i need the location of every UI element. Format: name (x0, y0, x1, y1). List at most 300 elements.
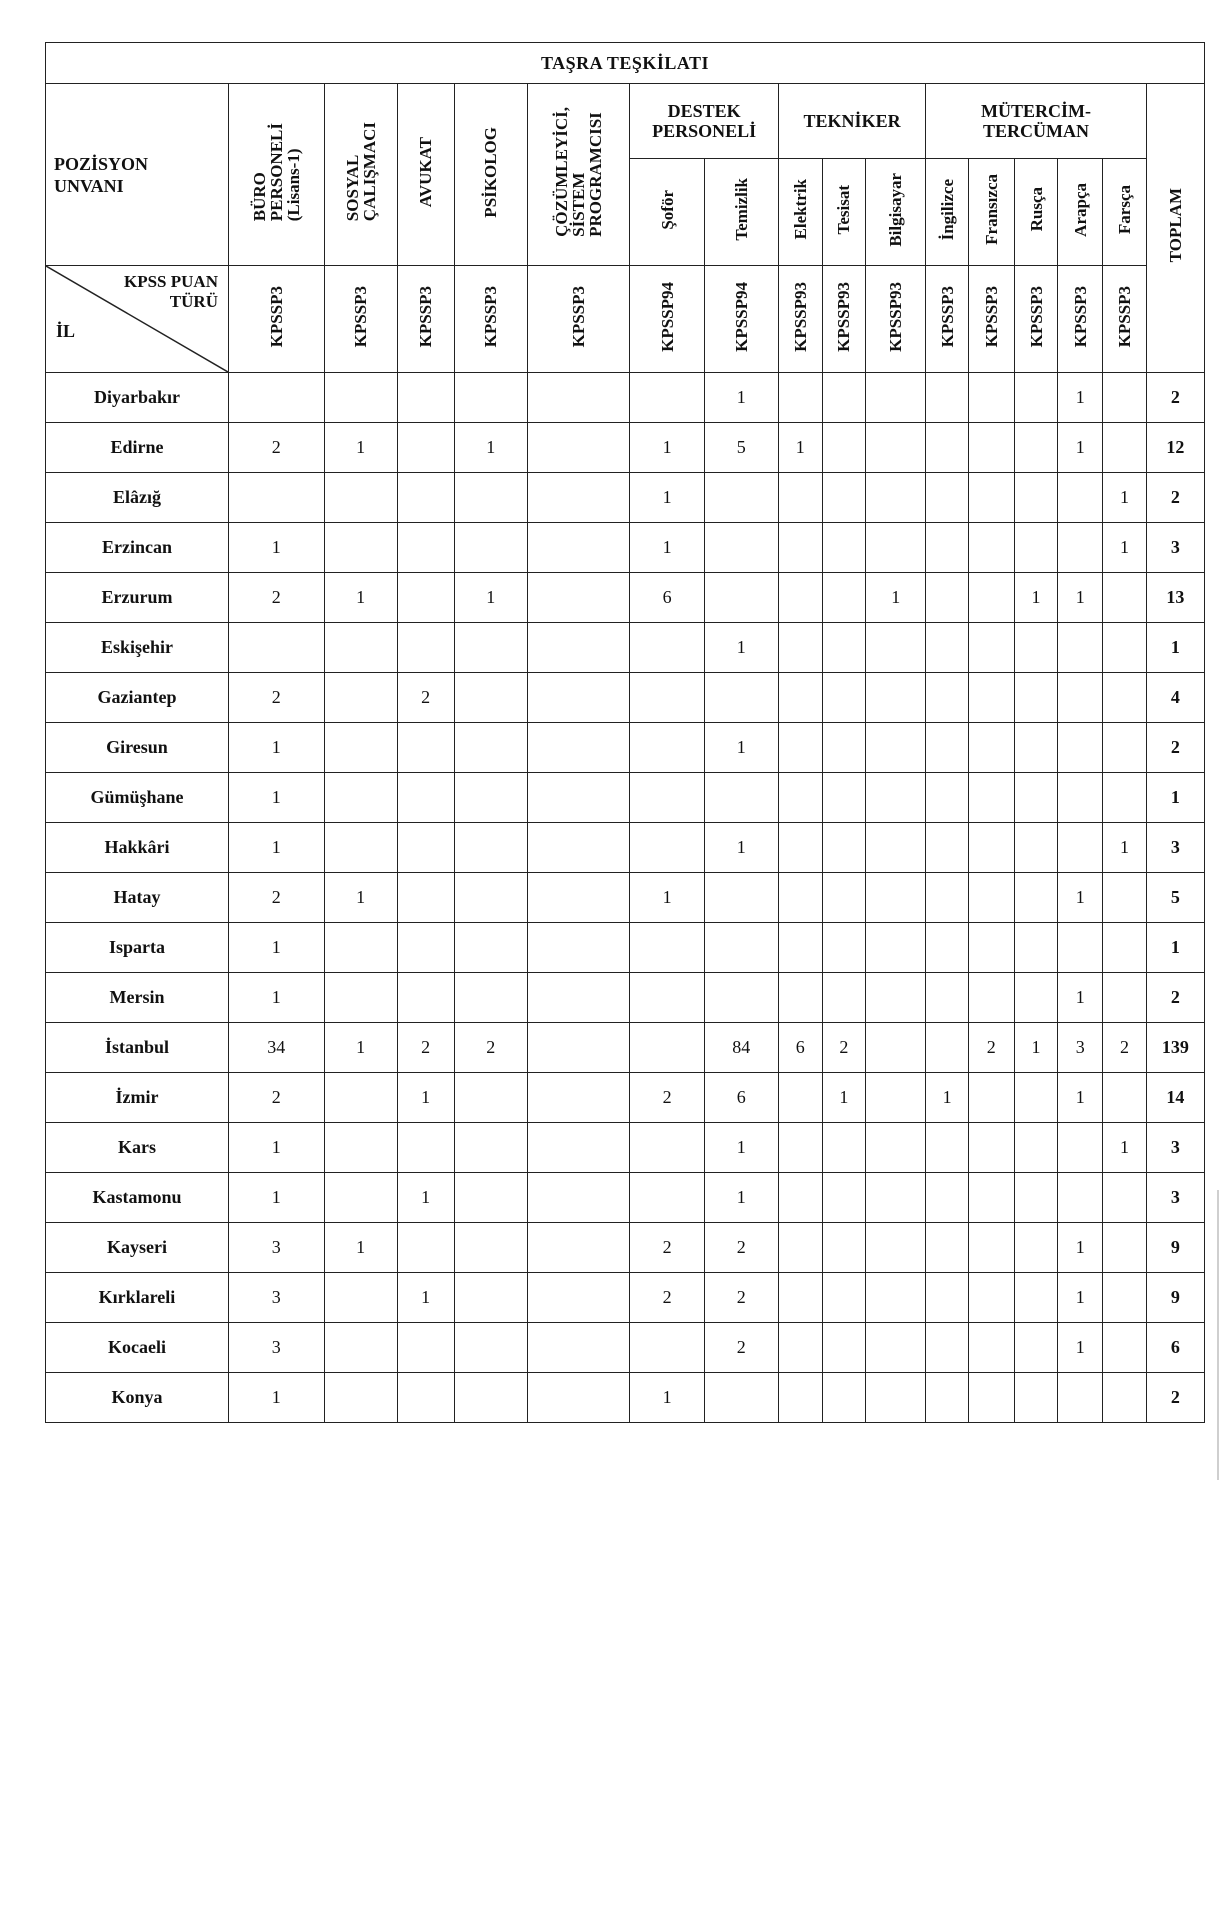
table-cell (926, 723, 969, 773)
table-cell (968, 1223, 1014, 1273)
table-cell (1058, 673, 1103, 723)
table-cell (968, 1123, 1014, 1173)
table-cell (397, 623, 454, 673)
subheader-3 (822, 159, 866, 266)
province-name: Kırklareli (46, 1273, 229, 1323)
header-avukat-label: AVUKAT (416, 136, 436, 208)
table-cell (1014, 873, 1058, 923)
table-row (46, 523, 1205, 573)
table-cell (397, 1373, 454, 1423)
table-cell (454, 723, 527, 773)
kpss-type-14 (1103, 266, 1147, 373)
table-cell: 2 (397, 1023, 454, 1073)
table-cell (866, 373, 926, 423)
table-cell (397, 973, 454, 1023)
table-cell (866, 1123, 926, 1173)
table-cell (1014, 923, 1058, 973)
subheader-label: Tesisat (834, 184, 854, 235)
table-cell: 1 (1058, 573, 1103, 623)
table-cell (1103, 623, 1147, 673)
table-cell (454, 1273, 527, 1323)
province-name: Diyarbakır (46, 373, 229, 423)
table-cell: 2 (228, 573, 324, 623)
table-cell (324, 773, 397, 823)
table-cell (324, 1173, 397, 1223)
province-name: Elâzığ (46, 473, 229, 523)
header-tekniker: TEKNİKER (778, 84, 925, 159)
table-row (46, 373, 1205, 423)
kpss-puan-text: KPSS PUAN (123, 272, 218, 291)
table-cell: 6 (778, 1023, 822, 1073)
table-cell (454, 823, 527, 873)
table-cell (454, 1123, 527, 1173)
table-cell (397, 1123, 454, 1173)
kpss-type-2 (397, 266, 454, 373)
table-cell (822, 1123, 866, 1173)
table-cell (822, 623, 866, 673)
table-cell (324, 1323, 397, 1373)
kpss-type-label: KPSSP3 (266, 285, 286, 348)
table-cell (527, 1023, 630, 1073)
table-cell: 2 (704, 1223, 778, 1273)
kpss-type-3 (454, 266, 527, 373)
table-cell (866, 973, 926, 1023)
table-row (46, 773, 1205, 823)
table-cell: 1 (1058, 873, 1103, 923)
table-cell (527, 423, 630, 473)
table-cell (778, 1273, 822, 1323)
table-cell (527, 1073, 630, 1123)
table-cell (1014, 823, 1058, 873)
row-total: 12 (1146, 423, 1204, 473)
table-cell (822, 423, 866, 473)
table-cell (926, 423, 969, 473)
table-cell: 1 (228, 823, 324, 873)
table-cell (1058, 773, 1103, 823)
table-cell: 1 (1058, 1073, 1103, 1123)
kpss-type-label: KPSSP3 (981, 285, 1001, 348)
kpss-type-label: KPSSP94 (657, 281, 677, 352)
table-row (46, 1223, 1205, 1273)
table-cell (866, 1223, 926, 1273)
row-total: 6 (1146, 1323, 1204, 1373)
table-row (46, 1173, 1205, 1223)
subheader-label: Bilgisayar (886, 172, 906, 247)
table-cell: 1 (228, 723, 324, 773)
table-cell: 1 (454, 573, 527, 623)
table-cell: 1 (704, 373, 778, 423)
subheader-0 (630, 159, 704, 266)
table-cell (926, 873, 969, 923)
table-cell (866, 1173, 926, 1223)
table-cell (527, 1323, 630, 1373)
table-cell (968, 423, 1014, 473)
table-cell (926, 373, 969, 423)
table-cell (527, 1273, 630, 1323)
table-cell: 1 (704, 623, 778, 673)
table-cell (778, 573, 822, 623)
table-cell (778, 473, 822, 523)
table-cell (1058, 1123, 1103, 1173)
province-name: Edirne (46, 423, 229, 473)
header-sosyal (324, 84, 397, 266)
table-cell (822, 1323, 866, 1373)
table-cell: 3 (228, 1323, 324, 1373)
table-cell (778, 873, 822, 923)
table-cell (527, 1173, 630, 1223)
table-cell (866, 673, 926, 723)
kpss-type-13 (1058, 266, 1103, 373)
table-cell (926, 973, 969, 1023)
header-mutercim (926, 84, 1147, 159)
province-name: Gaziantep (46, 673, 229, 723)
subheader-9 (1103, 159, 1147, 266)
table-cell: 1 (1058, 1223, 1103, 1273)
table-cell (866, 1073, 926, 1123)
table-cell (866, 1273, 926, 1323)
subheader-label: Temizlik (731, 178, 751, 241)
kpss-type-label: KPSSP3 (1070, 285, 1090, 348)
table-cell (397, 473, 454, 523)
table-cell (926, 1323, 969, 1373)
kpss-type-label: KPSSP93 (790, 281, 810, 352)
table-cell (926, 573, 969, 623)
table-cell: 1 (397, 1073, 454, 1123)
table-cell: 2 (228, 673, 324, 723)
table-cell (630, 1173, 704, 1223)
table-cell (1058, 623, 1103, 673)
table-cell (527, 873, 630, 923)
table-cell (968, 523, 1014, 573)
table-cell: 2 (822, 1023, 866, 1073)
table-cell (866, 923, 926, 973)
table-cell: 1 (228, 973, 324, 1023)
province-name: Mersin (46, 973, 229, 1023)
table-cell (397, 823, 454, 873)
kpss-type-label: KPSSP3 (1026, 285, 1046, 348)
table-cell (866, 873, 926, 923)
table-cell (926, 923, 969, 973)
table-cell (866, 823, 926, 873)
table-cell (866, 623, 926, 673)
table-cell (1014, 1223, 1058, 1273)
table-row (46, 473, 1205, 523)
table-cell (1014, 1323, 1058, 1373)
table-cell (822, 823, 866, 873)
subheader-5 (926, 159, 969, 266)
table-cell: 2 (704, 1323, 778, 1373)
table-cell (1103, 923, 1147, 973)
table-cell (454, 873, 527, 923)
table-cell (778, 1123, 822, 1173)
table-cell (1014, 373, 1058, 423)
table-cell (1014, 523, 1058, 573)
table-cell: 1 (866, 573, 926, 623)
table-cell (926, 823, 969, 873)
row-total: 1 (1146, 623, 1204, 673)
table-cell: 1 (704, 1173, 778, 1223)
table-cell (866, 1373, 926, 1423)
province-name: Kocaeli (46, 1323, 229, 1373)
table-cell (968, 773, 1014, 823)
table-cell: 1 (228, 1173, 324, 1223)
table-cell (866, 423, 926, 473)
table-row (46, 1073, 1205, 1123)
table-cell (397, 423, 454, 473)
table-cell (324, 623, 397, 673)
header-buro (228, 84, 324, 266)
table-cell (1058, 473, 1103, 523)
table-cell (1058, 723, 1103, 773)
table-cell (1103, 373, 1147, 423)
table-cell (968, 973, 1014, 1023)
row-total: 5 (1146, 873, 1204, 923)
table-row (46, 1123, 1205, 1173)
kpss-type-label: KPSSP94 (731, 281, 751, 352)
table-cell: 1 (630, 1373, 704, 1423)
table-cell (1103, 1173, 1147, 1223)
table-row (46, 1273, 1205, 1323)
table-cell (527, 623, 630, 673)
subheader-label: Arapça (1070, 182, 1090, 237)
row-total: 3 (1146, 1123, 1204, 1173)
table-cell (822, 1373, 866, 1423)
subheader-1 (704, 159, 778, 266)
kpss-type-label: KPSSP93 (886, 281, 906, 352)
table-cell: 1 (1103, 473, 1147, 523)
header-psikolog (454, 84, 527, 266)
header-destek-label: DESTEK PERSONELİ (652, 101, 757, 141)
table-cell: 84 (704, 1023, 778, 1073)
table-cell (1103, 873, 1147, 923)
table-cell (704, 873, 778, 923)
table-row (46, 723, 1205, 773)
table-cell (630, 373, 704, 423)
table-row (46, 423, 1205, 473)
table-cell (527, 473, 630, 523)
table-cell (778, 973, 822, 1023)
table-cell (324, 1073, 397, 1123)
table-cell (527, 823, 630, 873)
table-cell (454, 923, 527, 973)
province-name: Hakkâri (46, 823, 229, 873)
table-cell (1103, 573, 1147, 623)
kpss-type-label: KPSSP93 (834, 281, 854, 352)
position-header-label: POZİSYON UNVANI (54, 153, 149, 196)
table-cell: 1 (324, 873, 397, 923)
table-cell (630, 1323, 704, 1373)
table-cell (968, 823, 1014, 873)
table-cell (1014, 673, 1058, 723)
table-row (46, 1373, 1205, 1423)
province-name: Konya (46, 1373, 229, 1423)
table-cell: 1 (1014, 573, 1058, 623)
table-cell (397, 573, 454, 623)
table-cell (822, 923, 866, 973)
table-cell: 1 (324, 573, 397, 623)
table-cell (527, 923, 630, 973)
table-row (46, 623, 1205, 673)
kpss-il-corner (46, 266, 229, 373)
kpss-type-0 (228, 266, 324, 373)
table-cell: 2 (630, 1073, 704, 1123)
table-cell: 3 (1058, 1023, 1103, 1073)
table-cell (630, 1123, 704, 1173)
table-cell: 1 (397, 1173, 454, 1223)
row-total: 9 (1146, 1273, 1204, 1323)
table-cell: 1 (1058, 1273, 1103, 1323)
row-total: 3 (1146, 1173, 1204, 1223)
table-cell (778, 523, 822, 573)
table-cell (926, 523, 969, 573)
table-cell: 1 (1058, 373, 1103, 423)
table-cell: 6 (704, 1073, 778, 1123)
table-cell (1058, 1373, 1103, 1423)
row-total: 2 (1146, 723, 1204, 773)
kpss-type-label: KPSSP3 (416, 285, 436, 348)
table-cell (1014, 1373, 1058, 1423)
table-row (46, 1023, 1205, 1073)
table-cell: 1 (397, 1273, 454, 1323)
table-cell (822, 673, 866, 723)
table-cell: 1 (228, 923, 324, 973)
table-cell: 2 (1103, 1023, 1147, 1073)
table-cell (778, 1073, 822, 1123)
table-cell (397, 773, 454, 823)
kpss-type-label: KPSSP3 (351, 285, 371, 348)
table-cell (968, 573, 1014, 623)
table-cell: 2 (630, 1273, 704, 1323)
scan-edge-line (1217, 1190, 1219, 1480)
row-total: 9 (1146, 1223, 1204, 1273)
row-total: 2 (1146, 473, 1204, 523)
table-cell (324, 823, 397, 873)
table-cell (1103, 1323, 1147, 1373)
province-name: Erzurum (46, 573, 229, 623)
kpss-type-8 (822, 266, 866, 373)
header-toplam (1146, 84, 1204, 373)
table-cell (527, 1223, 630, 1273)
table-cell (454, 373, 527, 423)
table-cell: 1 (324, 1223, 397, 1273)
table-cell: 3 (228, 1273, 324, 1323)
header-destek (630, 84, 778, 159)
table-cell (1014, 723, 1058, 773)
row-total: 4 (1146, 673, 1204, 723)
table-cell: 1 (228, 1373, 324, 1423)
table-cell (968, 1323, 1014, 1373)
table-cell (822, 723, 866, 773)
table-cell (1014, 973, 1058, 1023)
table-cell (527, 573, 630, 623)
table-cell (866, 1023, 926, 1073)
table-cell (324, 523, 397, 573)
table-cell: 1 (630, 873, 704, 923)
table-cell (926, 473, 969, 523)
table-cell: 6 (630, 573, 704, 623)
table-cell (630, 673, 704, 723)
table-title: TAŞRA TEŞKİLATI (46, 43, 1205, 84)
table-cell (866, 523, 926, 573)
row-total: 1 (1146, 923, 1204, 973)
kpss-puan-label (124, 272, 218, 312)
table-cell: 2 (228, 873, 324, 923)
subheader-6 (968, 159, 1014, 266)
table-cell (527, 1123, 630, 1173)
subheader-2 (778, 159, 822, 266)
table-cell (454, 623, 527, 673)
kpss-type-1 (324, 266, 397, 373)
header-toplam-label: TOPLAM (1165, 188, 1185, 263)
table-cell: 1 (926, 1073, 969, 1123)
kpss-type-label: KPSSP3 (569, 285, 589, 348)
table-row (46, 973, 1205, 1023)
table-cell: 1 (704, 1123, 778, 1173)
table-cell (1103, 773, 1147, 823)
table-cell: 2 (228, 423, 324, 473)
table-cell (968, 473, 1014, 523)
province-name: Kastamonu (46, 1173, 229, 1223)
table-cell (1014, 773, 1058, 823)
table-cell (324, 1373, 397, 1423)
table-cell (454, 673, 527, 723)
table-cell (778, 1173, 822, 1223)
table-cell (1014, 423, 1058, 473)
tasra-teskilati-table (45, 42, 1205, 1423)
kpss-type-label: KPSSP3 (1114, 285, 1134, 348)
table-cell (968, 623, 1014, 673)
table-row (46, 923, 1205, 973)
table-cell (1058, 523, 1103, 573)
header-mutercim-label: MÜTERCİM- TERCÜMAN (981, 101, 1092, 141)
table-cell (228, 473, 324, 523)
row-total: 13 (1146, 573, 1204, 623)
table-cell (822, 1173, 866, 1223)
table-cell: 1 (704, 723, 778, 773)
table-cell (1103, 1223, 1147, 1273)
row-total: 2 (1146, 973, 1204, 1023)
subheader-label: İngilizce (937, 178, 957, 241)
table-row (46, 823, 1205, 873)
table-cell (926, 1173, 969, 1223)
table-cell (968, 1073, 1014, 1123)
table-cell (527, 1373, 630, 1423)
table-cell (866, 723, 926, 773)
kpss-type-7 (778, 266, 822, 373)
row-total: 14 (1146, 1073, 1204, 1123)
table-cell (926, 1373, 969, 1423)
header-sosyal-label: SOSYAL ÇALIŞMACI (342, 122, 379, 222)
table-cell (1103, 1373, 1147, 1423)
table-cell: 1 (1058, 1323, 1103, 1373)
province-name: Giresun (46, 723, 229, 773)
table-cell (968, 1373, 1014, 1423)
province-name: İzmir (46, 1073, 229, 1123)
kpss-type-10 (926, 266, 969, 373)
table-cell (228, 373, 324, 423)
table-cell (397, 373, 454, 423)
table-row (46, 673, 1205, 723)
table-cell (630, 623, 704, 673)
table-cell: 1 (630, 423, 704, 473)
row-total: 2 (1146, 373, 1204, 423)
table-cell (822, 973, 866, 1023)
table-cell (968, 873, 1014, 923)
table-cell (778, 1323, 822, 1373)
table-cell (778, 773, 822, 823)
table-cell (1014, 1123, 1058, 1173)
table-cell: 1 (1103, 1123, 1147, 1173)
